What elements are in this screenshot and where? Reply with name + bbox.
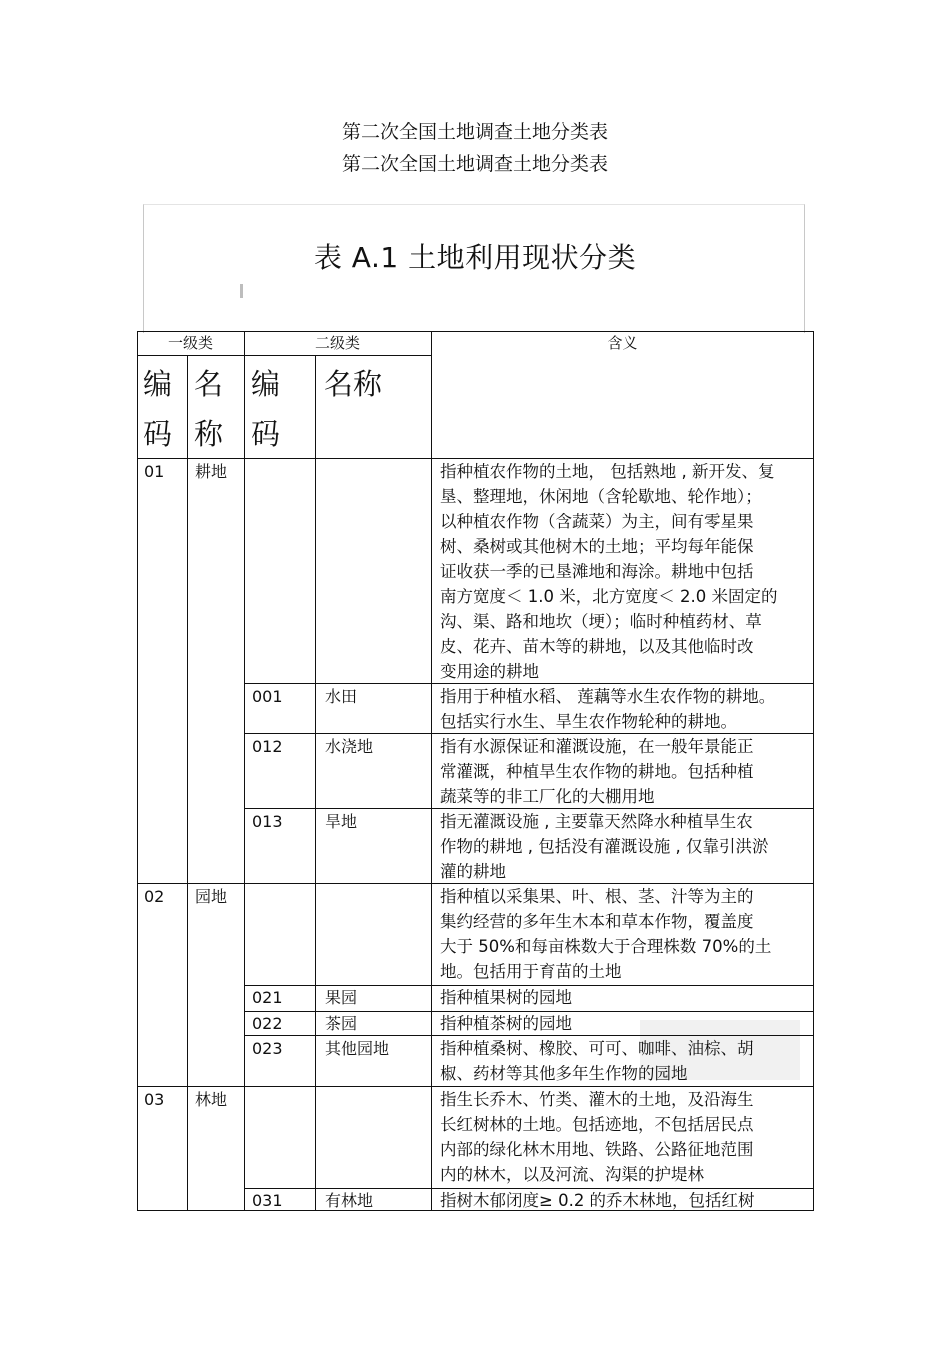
level2-code: 001: [252, 687, 283, 706]
level2-name: 其他园地: [325, 1039, 390, 1058]
meaning-cell: 指种植农作物的土地， 包括熟地 , 新开发、复 垦、整理地，休闲地（含轮歇地、轮作地）； 以种植农作物（含蔬菜）为主，间有零星果 树、桑树或其他树木的土地；平均每年能保 证收获一季的已垦滩地和海涂。耕地中包括 南方宽度＜ 1.0 米，北方宽度＜ 2.0 米固定的 沟、渠、路和地坎（埂）；临时种植药材、草 皮、花卉、苗木等的耕地，以及其他临时改 变用途的耕地: [440, 462, 778, 681]
level2-code: 023: [252, 1039, 283, 1058]
level2-name: 果园: [325, 988, 358, 1007]
level1-code: 03: [144, 1090, 165, 1109]
level2-code: 022: [252, 1014, 283, 1033]
meaning-cell: 指有水源保证和灌溉设施，在一般年景能正 常灌溉，种植旱生农作物的耕地。包括种植 蔬菜等的非工厂化的大棚用地: [440, 737, 754, 806]
level1-name: 园地: [195, 887, 228, 906]
header-level1-code: 编码: [143, 367, 173, 451]
meaning-cell: 指树木郁闭度≥ 0.2 的乔木林地，包括红树: [440, 1191, 755, 1210]
rule: [813, 331, 814, 1211]
scan-smudge: [240, 284, 243, 298]
header-level2-name: 名称: [324, 367, 383, 401]
rule: [187, 355, 188, 1211]
rule: [431, 331, 432, 1211]
level1-name: 耕地: [195, 462, 228, 481]
rule: [244, 331, 245, 1211]
meaning-cell: 指种植茶树的园地: [440, 1014, 572, 1033]
meaning-cell: 指种植以采集果、叶、根、茎、汁等为主的 集约经营的多年生木本和草本作物，覆盖度 大于 50%和每亩株数大于合理株数 70%的土 地。包括用于育苗的土地: [440, 887, 772, 981]
level2-name: 旱地: [325, 812, 358, 831]
level1-name: 林地: [195, 1090, 228, 1109]
header-level2-code: 编码: [251, 367, 281, 451]
level2-name: 有林地: [325, 1191, 374, 1210]
header-level1: 一级类: [167, 334, 213, 352]
level1-code: 02: [144, 887, 165, 906]
level2-code: 021: [252, 988, 283, 1007]
document-title-repeat: 第二次全国土地调查土地分类表: [341, 153, 608, 175]
level2-name: 水田: [325, 687, 358, 706]
rule: [137, 355, 431, 356]
level2-name: 水浇地: [325, 737, 374, 756]
level2-name: 茶园: [325, 1014, 358, 1033]
meaning-cell: 指种植桑树、橡胶、可可、咖啡、油棕、胡 椒、药材等其他多年生作物的园地: [440, 1039, 754, 1083]
level2-code: 031: [252, 1191, 283, 1210]
meaning-cell: 指用于种植水稻、 莲藕等水生农作物的耕地。 包括实行水生、旱生农作物轮种的耕地。: [440, 687, 776, 731]
rule: [315, 355, 316, 1211]
header-level1-name: 名称: [194, 367, 224, 451]
level1-code: 01: [144, 462, 165, 481]
rule: [137, 331, 814, 332]
header-level2: 二级类: [314, 334, 360, 352]
rule: [137, 331, 138, 1211]
document-title: 第二次全国土地调查土地分类表: [341, 121, 608, 143]
level2-code: 013: [252, 812, 283, 831]
meaning-cell: 指种植果树的园地: [440, 988, 572, 1007]
table-caption: 表 A.1 土地利用现状分类: [313, 241, 637, 274]
meaning-cell: 指生长乔木、竹类、灌木的土地，及沿海生 长红树林的土地。包括迹地，不包括居民点 内部的绿化林木用地、铁路、公路征地范围 内的林木，以及河流、沟渠的护堤林: [440, 1090, 754, 1184]
land-classification-table: [137, 331, 814, 1211]
meaning-cell: 指无灌溉设施 , 主要靠天然降水种植旱生农 作物的耕地 , 包括没有灌溉设施 , 仅靠引洪淤 灌的耕地: [440, 812, 769, 881]
level2-code: 012: [252, 737, 283, 756]
header-meaning: 含义: [607, 334, 638, 352]
